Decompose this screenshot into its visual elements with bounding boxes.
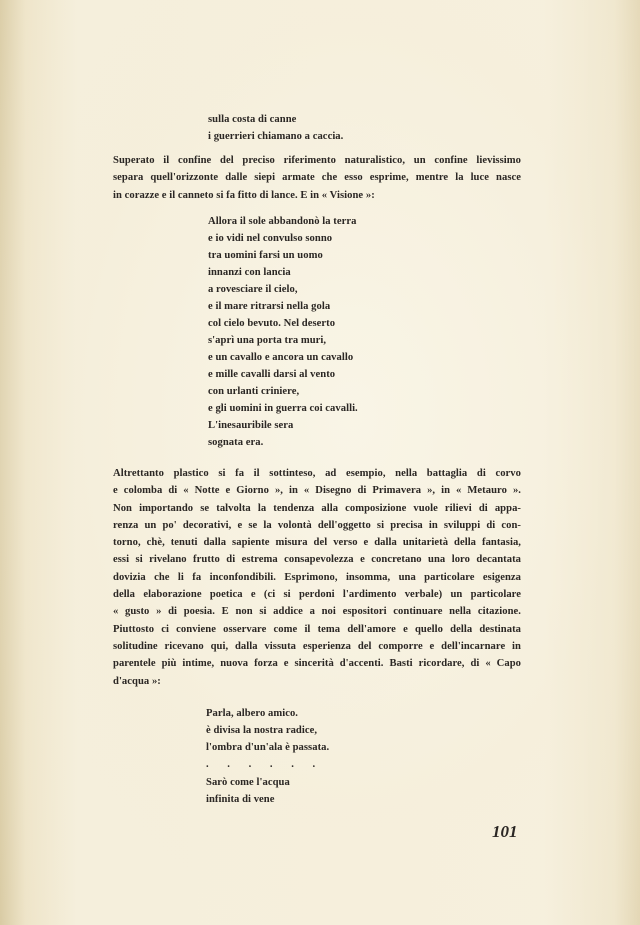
prose-line: dovizia che li fa inconfondibili. Esprimono, insomma, una particolare esigenza	[113, 571, 521, 583]
prose-line: d'acqua »:	[113, 675, 161, 687]
verse-line: Parla, albero amico.	[206, 708, 299, 719]
verse-line: Sarò come l'acqua	[206, 777, 290, 788]
verse-line: e mille cavalli darsi al vento	[208, 369, 336, 380]
prose-line: della elaborazione poetica e (ci si perdoni l'ardimento verbale) un particolare	[113, 589, 521, 601]
verse-line: L'inesauribile sera	[208, 420, 294, 431]
prose-paragraph-2	[113, 465, 521, 690]
prose-line: Superato il confine del preciso riferimento naturalistico, un confine lievissimo	[113, 155, 521, 166]
verse-line: col cielo bevuto. Nel deserto	[208, 318, 336, 329]
prose-line: essi si rivelano frutto di estrema consapevolezza e concretano una loro decantata	[113, 554, 521, 566]
prose-line: parentele più intime, nuova forza e sincerità d'accenti. Basti ricordare, di « Capo	[113, 658, 521, 670]
verse-line: infinita di vene	[206, 794, 275, 805]
prose-line: e colomba di « Notte e Giorno », in « Disegno di Primavera », in « Metauro ».	[113, 485, 521, 497]
verse-line: e il mare ritrarsi nella gola	[208, 301, 331, 312]
verse-line: e un cavallo e ancora un cavallo	[208, 352, 354, 363]
verse-line: s'aprì una porta tra muri,	[208, 335, 327, 346]
prose-line: solitudine ricevano qui, dalla vissuta esperienza del comporre e dell'incarnare in	[113, 640, 521, 652]
verse-line: a rovesciare il cielo,	[208, 284, 298, 295]
prose-line: Piuttosto ci conviene osservare come il tema dell'amore e quello della destinata	[113, 623, 521, 635]
verse-stanza-visione	[208, 213, 358, 451]
verse-line: i guerrieri chiamano a caccia.	[208, 131, 344, 142]
verse-line: sognata era.	[208, 437, 264, 448]
prose-line: Non importando se talvolta la tendenza alla composizione vuole rilievi di appa-	[113, 502, 521, 514]
verse-line: con urlanti criniere,	[208, 386, 300, 397]
verse-line: e io vidi nel convulso sonno	[208, 233, 333, 244]
verse-stanza-1	[208, 111, 343, 145]
prose-line: renza un po' decorativi, e se la volontà dell'oggetto si precisa in sviluppi di con-	[113, 519, 521, 531]
verse-stanza-capo-dacqua	[206, 705, 329, 808]
verse-line: tra uomini farsi un uomo	[208, 250, 323, 261]
prose-line: « gusto » di poesia. E non si addice a noi espositori continuare nella citazione.	[113, 606, 521, 618]
verse-line: l'ombra d'un'ala è passata.	[206, 742, 330, 753]
prose-line: Altrettanto plastico si fa il sottinteso, ad esempio, nella battaglia di corvo	[113, 468, 521, 479]
prose-paragraph-1	[113, 152, 521, 204]
verse-line: e gli uomini in guerra coi cavalli.	[208, 403, 358, 414]
page-number: 101	[492, 822, 518, 841]
verse-line: sulla costa di canne	[208, 114, 297, 125]
verse-line: innanzi con lancia	[208, 267, 291, 278]
verse-line: Allora il sole abbandonò la terra	[208, 216, 357, 227]
verse-line: è divisa la nostra radice,	[206, 725, 318, 736]
prose-line: in corazze e il canneto si fa fitto di lance. E in « Visione »:	[113, 189, 375, 201]
prose-line: torno, chè, tenuti dalla sapiente misura del verso e dalla unitarietà della fantasia,	[113, 537, 521, 549]
prose-line: separa quell'orizzonte dalle siepi armate che esso esprime, mentre la luce nasce	[113, 172, 521, 184]
verse-ellipsis: . . . . . .	[206, 759, 324, 770]
